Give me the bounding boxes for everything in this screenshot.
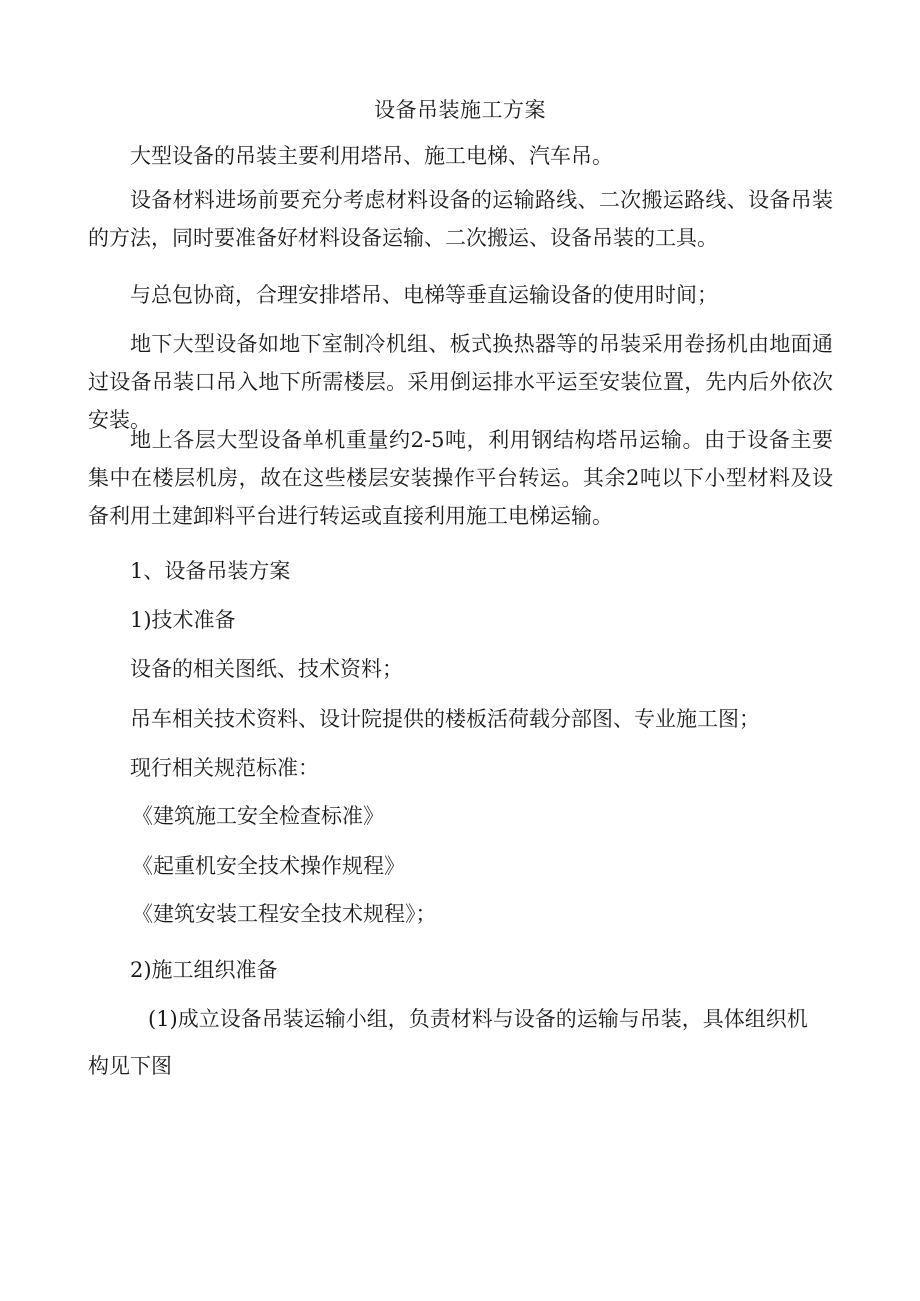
paragraph-coordination: 与总包协商，合理安排塔吊、电梯等垂直运输设备的使用时间； (130, 283, 718, 307)
subsection-heading-tech-prep: 1)技术准备 (130, 608, 236, 632)
section-heading-lifting-plan: 1、设备吊装方案 (130, 559, 291, 583)
standard-item: 《建筑安装工程安全技术规程》； (132, 902, 437, 926)
paragraph-underground-equipment: 地下大型设备如地下室制冷机组、板式换热器等的吊装采用卷扬机由地面通过设备吊装口吊入地下所需楼层。采用倒运排水平运至安装位置，先内后外依次安装。 (88, 332, 833, 432)
tech-item: 现行相关规范标准： (130, 756, 319, 780)
paragraph-lifting-equipment: 大型设备的吊装主要利用塔吊、施工电梯、汽车吊。 (130, 144, 613, 168)
paragraph-material-entry: 设备材料进场前要充分考虑材料设备的运输路线、二次搬运路线、设备吊装的方法，同时要准备好材料设备运输、二次搬运、设备吊装的工具。 (88, 188, 833, 250)
subsection-heading-org-prep: 2)施工组织准备 (130, 958, 278, 982)
standard-item: 《起重机安全技术操作规程》 (132, 854, 405, 878)
org-item-line: 构见下图 (88, 1054, 172, 1078)
paragraph-aboveground-equipment: 地上各层大型设备单机重量约2-5吨，利用钢结构塔吊运输。由于设备主要集中在楼层机房，故在这些楼层安装操作平台转运。其余2吨以下小型材料及设备利用土建卸料平台进行转运或直接利用施工电梯运输。 (88, 428, 833, 528)
tech-item: 吊车相关技术资料、设计院提供的楼板活荷载分部图、专业施工图； (130, 707, 760, 731)
tech-item: 设备的相关图纸、技术资料； (130, 657, 403, 681)
org-item-line: (1)成立设备吊装运输小组，负责材料与设备的运输与吊装，具体组织机 (148, 1007, 808, 1031)
standard-item: 《建筑施工安全检查标准》 (132, 804, 384, 828)
document-title: 设备吊装施工方案 (374, 98, 546, 122)
